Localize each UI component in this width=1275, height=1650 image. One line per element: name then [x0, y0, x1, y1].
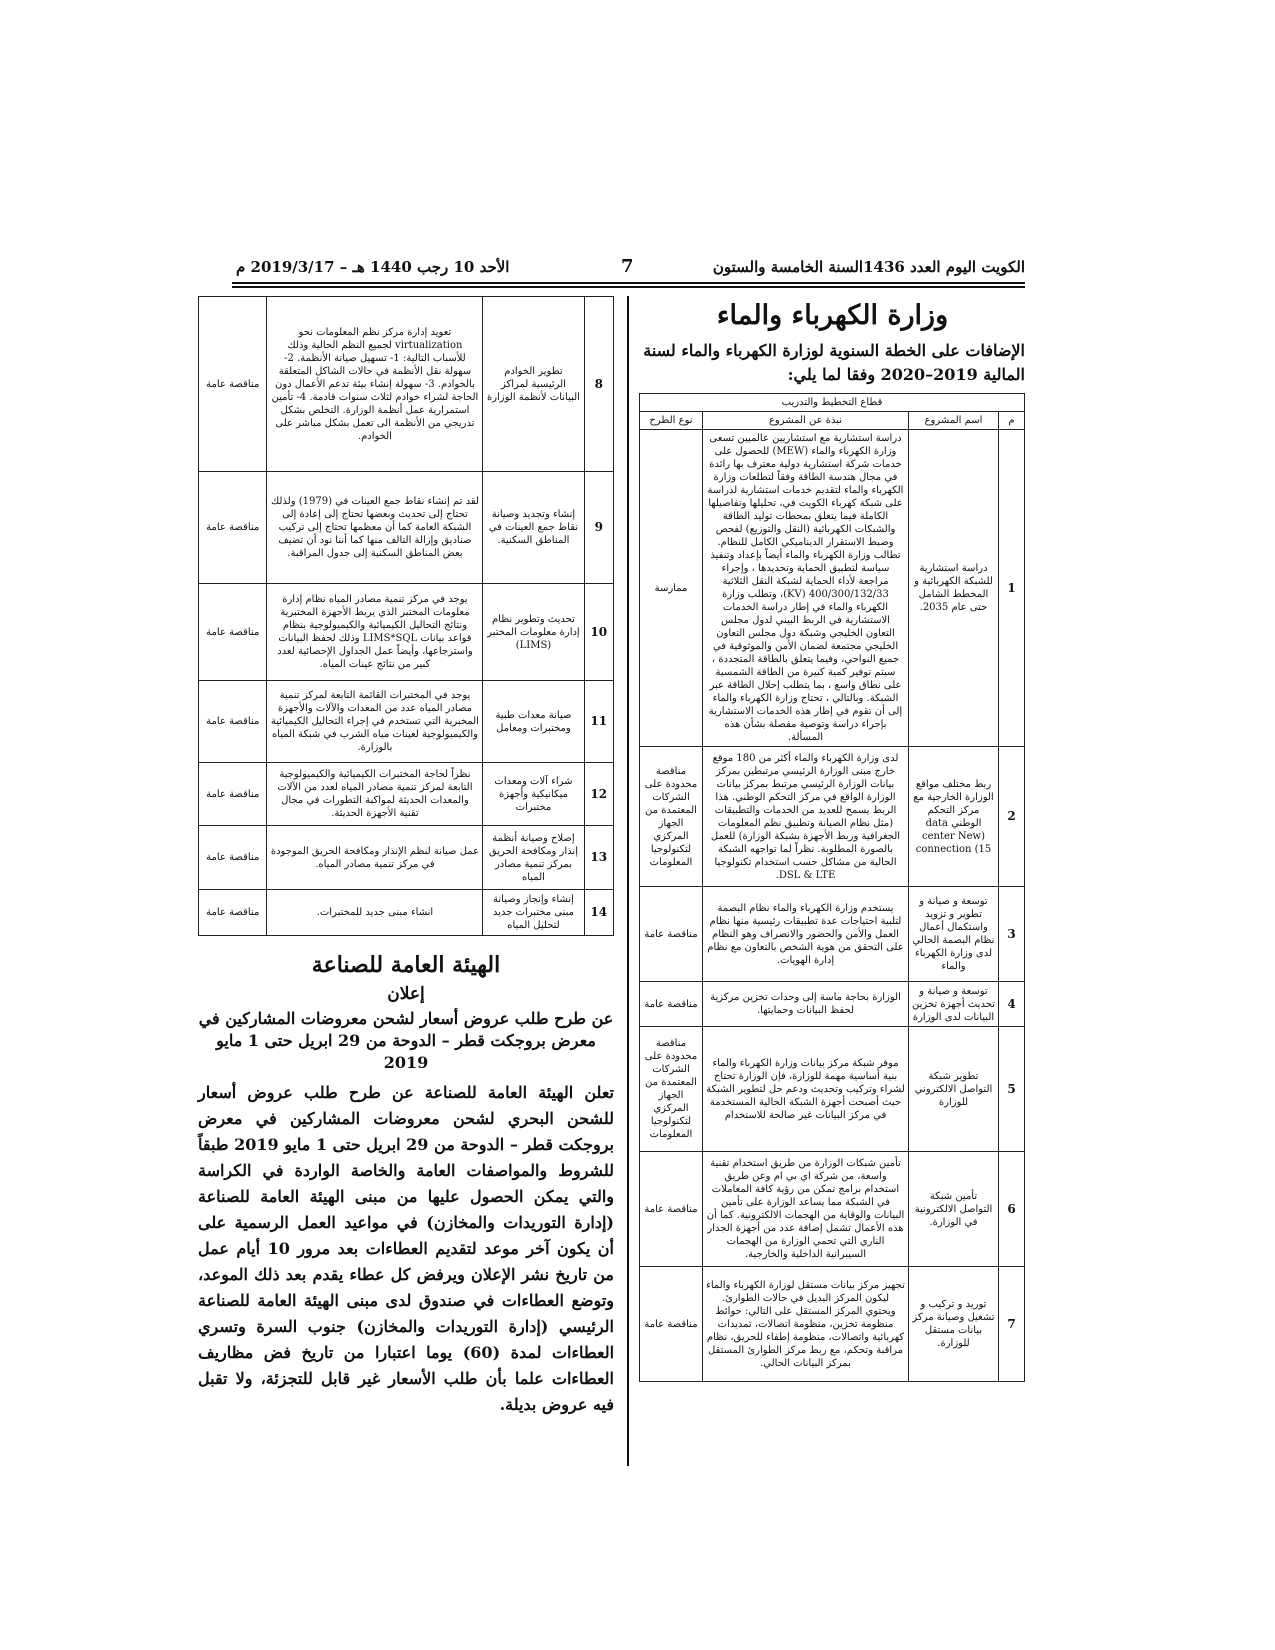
cell-num: 7: [999, 1267, 1025, 1382]
issue-info: الكويت اليوم العدد 1436السنة الخامسة والستون: [712, 258, 1025, 276]
column-header-name: اسم المشروع: [909, 412, 999, 430]
sector-label: قطاع التخطيط والتدريب: [639, 394, 1024, 412]
cell-project-name: صيانة معدات طبية ومختبرات ومعامل: [483, 681, 584, 763]
cell-project-desc: الوزارة بحاجة ماسة إلى وحدات تخزين مركزية لحفظ البيانات وحمايتها.: [703, 982, 909, 1027]
cell-tender-method: مناقصة عامة: [639, 982, 702, 1027]
cell-tender-method: مناقصة عامة: [639, 887, 702, 982]
cell-tender-method: مناقصة محدودة على الشركات المعتمدة من الجهاز المركزي لتكنولوجيا المعلومات: [639, 747, 702, 887]
cell-tender-method: مناقصة عامة: [199, 681, 267, 763]
notice-label: إعلان: [387, 984, 425, 1004]
cell-project-desc: تعويد إدارة مركز نظم المعلومات نحو virtualization لجميع النظم الحالية وذلك للأسباب التالية: 1- تسهيل صيانة الأنظمة. 2- سهولة نقل الأنظمة في حالات الشاكل المتعلقة بالخوادم. 3- سهولة إنشاء بيئة تدعم الأعمال دون الحاجة لشراء خوادم لثلاث سنوات قادمة. 4- تأمين استمرارية عمل أنظمة الوزارة. التخلص بشكل تدريجي من الأنظمة الى تعمل بشكل مباشر على الخوادم.: [267, 297, 483, 472]
issue-date: الأحد 10 رجب 1440 هـ – 2019/3/17 م: [236, 258, 510, 276]
cell-tender-method: مناقصة عامة: [199, 584, 267, 681]
table-row: [199, 472, 614, 584]
cell-project-desc: يستخدم وزارة الكهرباء والماء نظام البصمة لتلبية احتياجات عدة تطبيقات رئيسية منها نظام العمل والأمن والحضور والانصراف وهو النظام على التحقق من هوية الشخص بالتعاون مع نظام إدارة الهويات.: [703, 887, 909, 982]
cell-project-desc: تأمين شبكات الوزارة من طريق استخدام تقنية واسعة، من شركة اي بي ام وعن طريق استخدام برامج تمكن من رؤية كافة المعاملات في الشبكة مما يساعد الوزارة على تأمين البيانات والوقاية من الهجمات الالكترونية. كما أن هذه الأعمال تشمل إضافة عدد من أجهزة الجدار الناري التي تحمي الوزارة من الهجمات السيبرانية الداخلية والخارجية.: [703, 1152, 909, 1267]
cell-project-name: ربط مختلف مواقع الوزارة الخارجية مع مركز التحكم الوطني data center New) connection (15: [909, 747, 999, 887]
cell-num: 2: [999, 747, 1025, 887]
ministry-title: وزارة الكهرباء والماء: [716, 300, 949, 331]
header-rule-top: [232, 282, 1025, 284]
cell-project-name: توريد و تركيب و تشغيل وصيانة مركز بيانات مستقل للوزارة.: [909, 1267, 999, 1382]
table-row: [199, 826, 614, 890]
cell-num: 4: [999, 982, 1025, 1027]
cell-num: 11: [584, 681, 613, 763]
cell-tender-method: مناقصة عامة: [199, 890, 267, 936]
cell-num: 6: [999, 1152, 1025, 1267]
header-rule-bottom: [232, 286, 1025, 288]
table-row: [639, 887, 1024, 982]
cell-num: 3: [999, 887, 1025, 982]
column-separator: [627, 296, 629, 1466]
notice-subject: عن طرح طلب عروض أسعار لشحن معروضات المشاركين في معرض بروجكت قطر – الدوحة من 29 ابريل حتى 1 مايو 2019: [198, 1009, 614, 1072]
table-row: [199, 681, 614, 763]
column-header-desc: نبذة عن المشروع: [703, 412, 909, 430]
cell-num: 12: [584, 763, 613, 826]
cell-tender-method: مناقصة محدودة على الشركات المعتمدة من الجهاز المركزي لتكنولوجيا المعلومات: [639, 1027, 702, 1152]
cell-project-name: توسعة و صيانة و تطوير و تزويد واستكمال أعمال نظام البصمة الحالي لدى وزارة الكهرباء والماء: [909, 887, 999, 982]
cell-project-desc: انشاء مبنى جديد للمختبرات.: [267, 890, 483, 936]
cell-project-name: تأمين شبكة التواصل الالكترونية في الوزارة.: [909, 1152, 999, 1267]
cell-project-desc: تجهيز مركز بيانات مستقل لوزارة الكهرباء والماء ليكون المركز البديل في حالات الطوارئ. ويحتوي المركز المستقل على التالي: حوائط منظومة تخزين، منظومة اتصالات، تمديدات كهربائية واتصالات، منظومة إطفاء للحريق، نظام مراقبة وتحكم، مع ربط مركز الطوارئ المستقل بمركز البيانات الحالي.: [703, 1267, 909, 1382]
ministry-projects-table: [639, 393, 1025, 1382]
cell-project-name: توسعة و صيانة و تحديث أجهزة تخزين البيانات لدى الوزارة: [909, 982, 999, 1027]
cell-project-desc: دراسة استشارية مع استشاريين عالميين تسعى وزارة الكهرباء والماء (MEW) للحصول على خدمات شركة استشارية دولية معترف بها رائدة في مجال هندسة الطاقة وفقاً لتطلعات وزارة الكهرباء والماء لتقديم خدمات استشارية لدراسة على شبكة كهرباء الكويت في، تحليلها وتفاصيلها الكاملة فيما يتعلق بمحطات توليد الطاقة والشبكات الكهربائية (النقل والتوزيع) لفحص وضبط الاستقرار الديناميكي الكامل للنظام. تطالب وزارة الكهرباء والماء أيضاً بإعداد وتنفيذ سياسة لتطبيق الحماية وتحديدها ، وإجراء مراجعة لأداء الحماية لشبكة النقل الثلاثية 400/300/132/33 (KV)، وتطلب وزارة الكهرباء والماء في إطار دراسة الخدمات الاستشارية في الربط البيني لدول مجلس التعاون الخليجي وشبكة دول مجلس التعاون الخليجي مجتمعة لضمان الأمن والموثوقية في جميع النواحي، وفيما يتعلق بالطاقة المتجددة ، سيتم توفير كمية كبيرة من الطاقة الشمسية على نطاق واسع ، بما يتطلب إحلال الطاقة عبر الشبكة. وبالتالي ، تحتاج وزارة الكهرباء والماء إلى أن تقوم في إطار هذه الخدمات الاستشارية بإجراء دراسة وتوصية مفصلة بشأن هذه المسألة.: [703, 430, 909, 747]
cell-project-name: إصلاح وصيانة أنظمة إنذار ومكافحة الحريق بمركز تنمية مصادر المياه: [483, 826, 584, 890]
ministry-intro: الإضافات على الخطة السنوية لوزارة الكهرباء والماء لسنة المالية 2019–2020 وفقا لما يلي:: [643, 341, 1025, 384]
ministry-section: [640, 300, 1025, 1382]
table-row: [199, 890, 614, 936]
notice-body: تعلن الهيئة العامة للصناعة عن طرح طلب عروض أسعار للشحن البحري لشحن معروضات المشاركين في معرض بروجكت قطر – الدوحة من 29 ابريل حتى 1 مايو 2019 طبقاً للشروط والمواصفات العامة والخاصة الواردة في الكراسة والتي يمكن الحصول عليها من مبنى الهيئة العامة للصناعة (إدارة التوريدات والمخازن) في مواعيد العمل الرسمية على أن يكون آخر موعد لتقديم العطاءات بعد مرور 10 أيام عمل من تاريخ نشر الإعلان ويرفض كل عطاء يقدم بعد ذلك الموعد، وتوضع العطاءات في صندوق لدى مبنى الهيئة العامة للصناعة الرئيسي (إدارة التوريدات والمخازن) جنوب السرة وتسري العطاءات لمدة (60) يوما اعتبارا من تاريخ فض مظاريف العطاءات علما بأن طلب الأسعار غير قابل للتجزئة، ولا تقبل فيه عروض بديلة.: [198, 1083, 615, 1414]
cell-project-desc: يوجد في المختبرات القائمة التابعة لمركز تنمية مصادر المياه عدد من المعدات والآلات والأجهزة المخبرية التي تستخدم في إجراء التحاليل الكيميائية والكيميولوجية لعينات مياه الشرب في شبكة المياه بالوزارة.: [267, 681, 483, 763]
cell-num: 1: [999, 430, 1025, 747]
cell-num: 10: [584, 584, 613, 681]
cell-tender-method: ممارسة: [639, 430, 702, 747]
cell-project-desc: يوجد في مركز تنمية مصادر المياه نظام إدارة معلومات المختبر الذي يربط الأجهزة المختبرية ونتائج التحاليل الكيميائية والكيميولوجية بنظام قواعد بيانات LIMS*SQL وذلك لحفظ البيانات واسترجاعها، وأيضاً عمل الجداول الإحصائية لعدد كبير من نتائج عينات المياه.: [267, 584, 483, 681]
table-row: [199, 763, 614, 826]
cell-project-name: إنشاء وإنجاز وصيانة مبنى مختبرات جديد لتحليل المياه: [483, 890, 584, 936]
table-row: [639, 982, 1024, 1027]
cell-tender-method: مناقصة عامة: [639, 1152, 702, 1267]
table-row: [199, 584, 614, 681]
authority-title: الهيئة العامة للصناعة: [311, 952, 501, 978]
table-row: [639, 747, 1024, 887]
cell-num: 14: [584, 890, 613, 936]
left-column: [198, 296, 614, 1418]
cell-num: 13: [584, 826, 613, 890]
table-row: [639, 1267, 1024, 1382]
page-number: 7: [621, 256, 634, 277]
column-header-method: نوع الطرح: [639, 412, 702, 430]
table-row: [639, 430, 1024, 747]
cell-project-name: شراء آلات ومعدات ميكانيكية وأجهزة مختبرات: [483, 763, 584, 826]
table-row: [639, 1152, 1024, 1267]
table-row: [199, 297, 614, 472]
cell-project-name: إنشاء وتجديد وصيانة نقاط جمع العينات في المناطق السكنية.: [483, 472, 584, 584]
cell-num: 9: [584, 472, 613, 584]
cell-project-desc: لقد تم إنشاء نقاط جمع العينات في (1979) ولذلك تحتاج إلى تحديث وبعضها تحتاج إلى إعادة إلى الشبكة العامة كما أن معظمها تحتاج إلى تركيب صناديق وإزالة التالف منها كما أننا نود أن تضيف بعض المناطق السكنية إلى جدول المراقبة.: [267, 472, 483, 584]
cell-num: 5: [999, 1027, 1025, 1152]
cell-project-desc: موفر شبكة مركز بيانات وزارة الكهرباء والماء بنية أساسية مهمة للوزارة، فإن الوزارة تحتاج لشراء وتركيب وتحديث ودعم حل لتطوير الشبكة حيث أصبحت أجهزة الشبكة الحالية المستخدمة في مركز البيانات غير صالحة للاستخدام: [703, 1027, 909, 1152]
cell-project-name: تطوير الخوادم الرئيسية لمراكز البيانات لأنظمة الوزارة: [483, 297, 584, 472]
cell-project-name: تحديث وتطوير نظام إدارة معلومات المختبر (LIMS): [483, 584, 584, 681]
continuation-projects-table: [198, 296, 614, 936]
table-row: [639, 1027, 1024, 1152]
page-header: [236, 258, 1025, 280]
cell-tender-method: مناقصة عامة: [199, 297, 267, 472]
cell-project-name: تطوير شبكة التواصل الالكتروني للوزارة: [909, 1027, 999, 1152]
cell-tender-method: مناقصة عامة: [199, 826, 267, 890]
cell-project-desc: لدى وزارة الكهرباء والماء أكثر من 180 موقع خارج مبنى الوزارة الرئيسي مرتبطين بمركز بيانات الوزارة الرئيسي مرتبط بمركز بيانات الوزارة الواقع في مركز التحكم الوطني. هذا الربط يسمح للعديد من الخدمات والتطبيقات (مثل نظام الصيانة وتطبيق نظم المعلومات الجغرافية وربط الأجهزة بشبكة الوزارة) للعمل بالصورة المطلوبة. نظراً لما تواجهه الشبكة الحالية من مشاكل حسب استخدام تكنولوجيا DSL & LTE.: [703, 747, 909, 887]
cell-tender-method: مناقصة عامة: [639, 1267, 702, 1382]
column-header-num: م: [999, 412, 1025, 430]
cell-tender-method: مناقصة عامة: [199, 763, 267, 826]
cell-tender-method: مناقصة عامة: [199, 472, 267, 584]
cell-project-desc: عمل صيانة لنظم الإنذار ومكافحة الحريق الموجودة في مركز تنمية مصادر المياه.: [267, 826, 483, 890]
cell-num: 8: [584, 297, 613, 472]
cell-project-desc: نظراً لحاجة المختبرات الكيميائية والكيميولوجية التابعة لمركز تنمية مصادر المياه لعدد من الآلات والمعدات الحديثة لمواكبة التطورات في مجال تقنية الأجهزة الحديثة.: [267, 763, 483, 826]
cell-project-name: دراسة استشارية للشبكة الكهربائية و المخطط الشامل حتى عام 2035.: [909, 430, 999, 747]
